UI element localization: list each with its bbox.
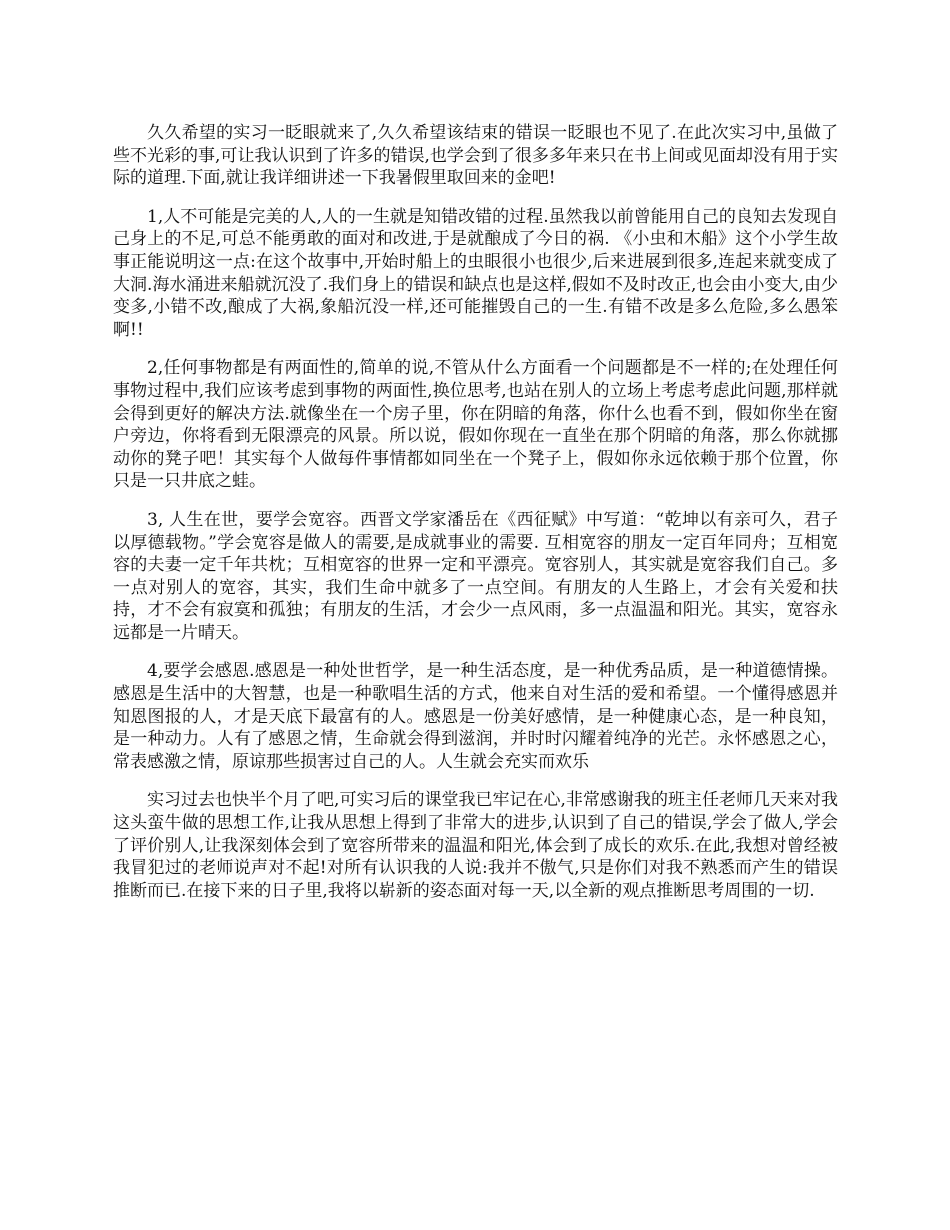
paragraph-point-4: 4,要学会感恩.感恩是一种处世哲学，是一种生活态度，是一种优秀品质，是一种道德情操。感恩是生活中的大智慧，也是一种歌唱生活的方式，他来自对生活的爱和希望。一个懂得感恩并知恩图报的人，才是天底下最富有的人。感恩是一份美好感情，是一种健康心态，是一种良知，是一种动力。人有了感恩之情，生命就会得到滋润，并时时闪耀着纯净的光芒。永怀感恩之心，常表感激之情，原谅那些损害过自己的人。人生就会充实而欢乐 [113,661,838,772]
paragraph-point-3: 3, 人生在世，要学会宽容。西晋文学家潘岳在《西征赋》中写道：“乾坤以有亲可久，君子以厚德载物。”学会宽容是做人的需要,是成就事业的需要. 互相宽容的朋友一定百年同舟；互相宽容的夫妻一定千年共枕；互相宽容的世界一定和平漂亮。宽容别人，其实就是宽容我们自己。多一点对别人的宽容，其实，我们生命中就多了一点空间。有朋友的人生路上，才会有关爱和扶持，才不会有寂寞和孤独；有朋友的生活，才会少一点风雨，多一点温温和阳光。其实，宽容永远都是一片晴天。 [113,509,838,643]
paragraph-point-1: 1,人不可能是完美的人,人的一生就是知错改错的过程.虽然我以前曾能用自己的良知去发现自己身上的不足,可总不能勇敢的面对和改进,于是就酿成了今日的祸. 《小虫和木船》这个小学生故事正能说明这一点:在这个故事中,开始时船上的虫眼很小也很少,后来进展到很多,连起来就变成了大洞.海水涌进来船就沉没了.我们身上的错误和缺点也是这样,假如不及时改正,也会由小变大,由少变多,小错不改,酿成了大祸,象船沉没一样,还可能摧毁自己的一生.有错不改是多么危险,多么愚笨啊!! [113,206,838,340]
paragraph-point-2: 2,任何事物都是有两面性的,简单的说,不管从什么方面看一个问题都是不一样的;在处理任何事物过程中,我们应该考虑到事物的两面性,换位思考,也站在别人的立场上考虑考虑此问题,那样就会得到更好的解决方法.就像坐在一个房子里，你在阴暗的角落，你什么也看不到，假如你坐在窗户旁边，你将看到无限漂亮的风景。所以说，假如你现在一直坐在那个阴暗的角落，那么你就挪动你的凳子吧！其实每个人做每件事情都如同坐在一个凳子上，假如你永远依赖于那个位置，你只是一只井底之蛙。 [113,358,838,492]
paragraph-conclusion: 实习过去也快半个月了吧,可实习后的课堂我已牢记在心,非常感谢我的班主任老师几天来对我这头蛮牛做的思想工作,让我从思想上得到了非常大的进步,认识到了自己的错误,学会了做人,学会了评价别人,让我深刻体会到了宽容所带来的温温和阳光,体会到了成长的欢乐.在此,我想对曾经被我冒犯过的老师说声对不起!对所有认识我的人说:我并不傲气,只是你们对我不熟悉而产生的错误推断而已.在接下来的日子里,我将以崭新的姿态面对每一天,以全新的观点推断思考周围的一切. [113,790,838,901]
paragraph-intro: 久久希望的实习一眨眼就来了,久久希望该结束的错误一眨眼也不见了.在此次实习中,虽做了些不光彩的事,可让我认识到了许多的错误,也学会到了很多多年来只在书上间或见面却没有用于实际的道理.下面,就让我详细讲述一下我暑假里取回来的金吧! [113,123,838,189]
document-body [113,122,838,918]
